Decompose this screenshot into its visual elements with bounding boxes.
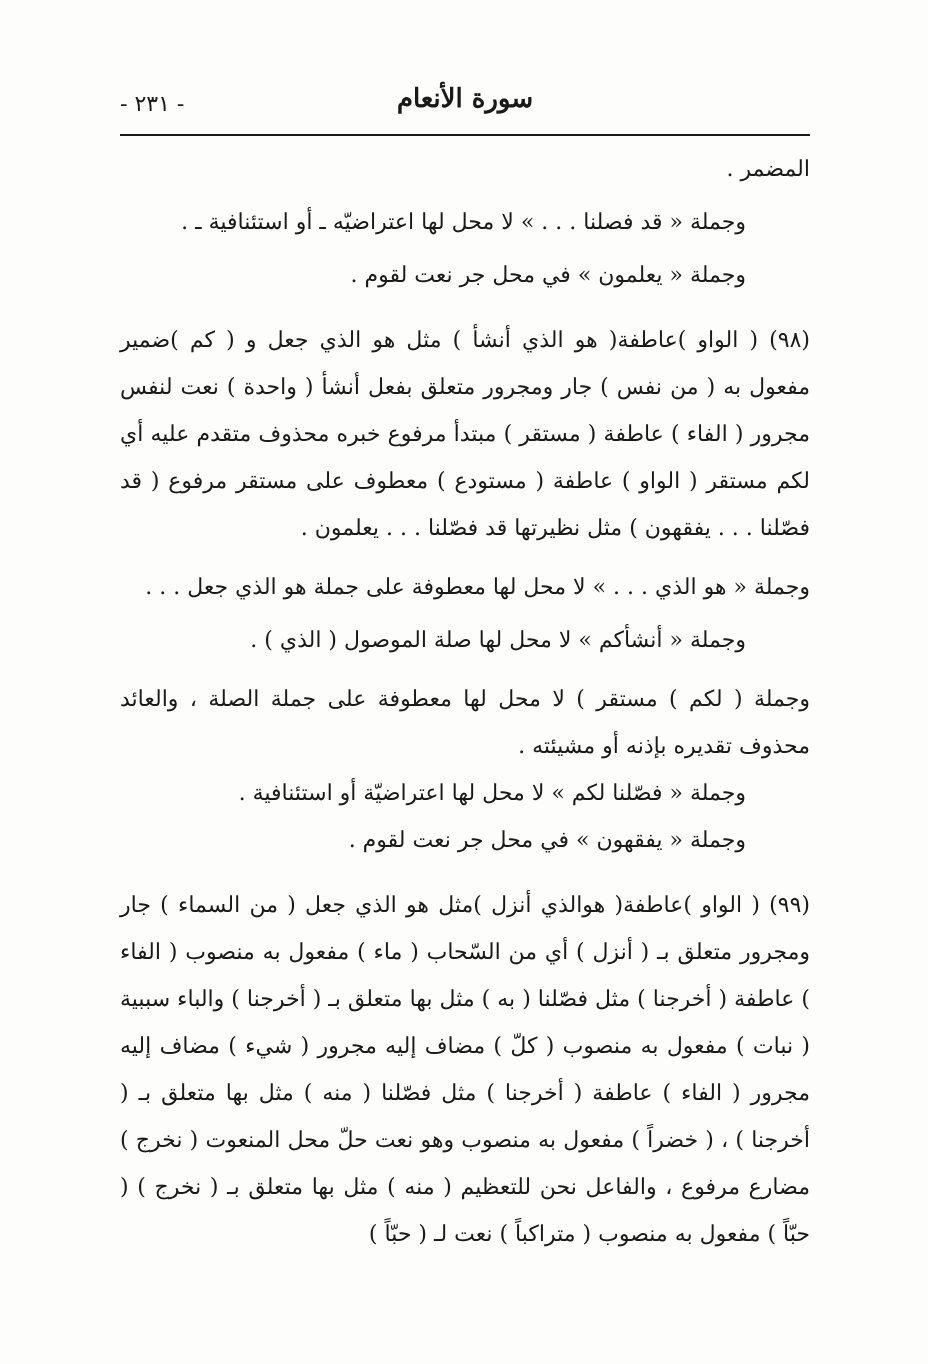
surah-title: سورة الأنعام [396,84,534,114]
paragraph-98: (٩٨) ( الواو )عاطفة( هو الذي أنشأ ) مثل هو الذي جعل و ( كم )ضمير مفعول به ( من نفس ) جار ومجرور متعلق بفعل أنشأ ( واحدة ) نعت لنفس مجرور ( الفاء ) عاطفة ( مستقر ) مبتدأ مرفوع خبره محذوف متقدم عليه أي لكم مستقر ( الواو ) عاطفة ( مستودع ) معطوف على مستقر مرفوع ( قد فصّلنا . . . يفقهون ) مثل نظيرتها قد فصّلنا . . . يعلمون . [120,328,810,541]
text-line: المضمر . [726,157,810,182]
paragraph-99: (٩٩) ( الواو )عاطفة( هوالذي أنزل )مثل هو الذي جعل ( من السماء ) جار ومجرور متعلق بـ ( أنزل ) أي من السّحاب ( ماء ) مفعول به منصوب ( الفاء ) عاطفة ( أخرجنا ) مثل فصّلنا ( به ) مثل بها متعلق بـ ( أخرجنا ) والباء سببية ( نبات ) مفعول به منصوب ( كلّ ) مضاف إليه مجرور ( شيء ) مضاف إليه مجرور ( الفاء ) عاطفة ( أخرجنا ) مثل فصّلنا ( منه ) مثل بها متعلق بـ ( أخرجنا ) ، ( خضراً ) مفعول به منصوب وهو نعت حلّ محل المنعوت ( نخرج ) مضارع مرفوع ، والفاعل نحن للتعظيم ( منه ) مثل بها متعلق بـ ( نخرج ) ( حبّاً ) مفعول به منصوب ( متراكباً ) نعت لـ ( حبّاً ) [120,893,810,1247]
text-line: وجملة « يفقهون » في محل جر نعت لقوم . [348,828,746,853]
text-line: وجملة « فصّلنا لكم » لا محل لها اعتراضيّة أو استئنافية . [238,781,746,806]
text-line: وجملة « قد فصلنا . . . » لا محل لها اعتراضيّه ـ أو استئنافية ـ . [181,210,746,235]
page-content [120,146,810,1258]
book-page [120,70,810,1258]
page-header [120,70,810,136]
text-line: وجملة « هو الذي . . . » لا محل لها معطوفة على جملة هو الذي جعل . . . [145,575,810,600]
page-number: - ٢٣١ - [120,92,185,117]
text-line: وجملة « أنشأكم » لا محل لها صلة الموصول ( الذي ) . [250,628,746,653]
text-line: وجملة « يعلمون » في محل جر نعت لقوم . [350,263,746,288]
text-line: وجملة ( لكم ) مستقر ) لا محل لها معطوفة على جملة الصلة ، والعائد محذوف تقديره بإذنه أو مشيئته . [120,687,810,759]
